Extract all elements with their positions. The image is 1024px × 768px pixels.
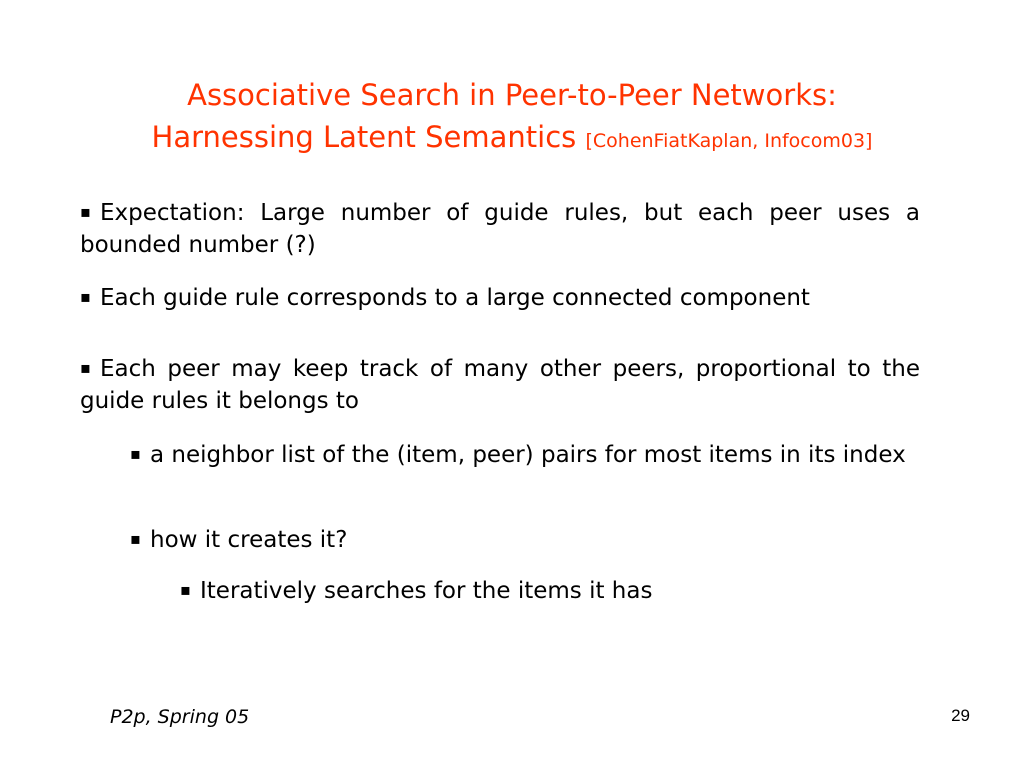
bullet-text: Each peer may keep track of many other peers, proportional to the guide rules it belongs to [80, 356, 920, 414]
bullet-text: Iteratively searches for the items it has [200, 578, 653, 604]
bullet-item-peer-track [80, 352, 920, 417]
page-number: 29 [951, 706, 970, 725]
slide-title-line1 [40, 76, 984, 114]
slide-title-text-1: Associative Search in Peer-to-Peer Networks: [187, 78, 837, 112]
bullet-text: Each guide rule corresponds to a large connected component [100, 285, 810, 311]
bullet-text: Expectation: Large number of guide rules, but each peer uses a bounded number (?) [80, 200, 920, 258]
bullet-item-neighbor-list [130, 438, 920, 471]
bullet-text: how it creates it? [150, 527, 348, 553]
slide-title-line2 [40, 118, 984, 160]
citation: [CohenFiatKaplan, Infocom03] [585, 130, 873, 152]
bullet-item-guide-rule [80, 281, 920, 314]
bullet-text: a neighbor list of the (item, peer) pairs for most items in its index [150, 442, 906, 468]
slide-title-text-2: Harnessing Latent Semantics [151, 120, 577, 154]
bullet-marker-icon: ▪ [130, 444, 141, 463]
bullet-marker-icon: ▪ [130, 529, 141, 548]
footer-course-label: P2p, Spring 05 [110, 706, 250, 728]
bullet-item-expectation [80, 196, 920, 261]
bullet-marker-icon: ▪ [80, 287, 91, 306]
bullet-marker-icon: ▪ [180, 580, 191, 599]
bullet-item-how-create [130, 523, 920, 556]
bullet-item-iterative-search [180, 574, 920, 607]
bullet-marker-icon: ▪ [80, 202, 91, 221]
bullet-marker-icon: ▪ [80, 358, 91, 377]
